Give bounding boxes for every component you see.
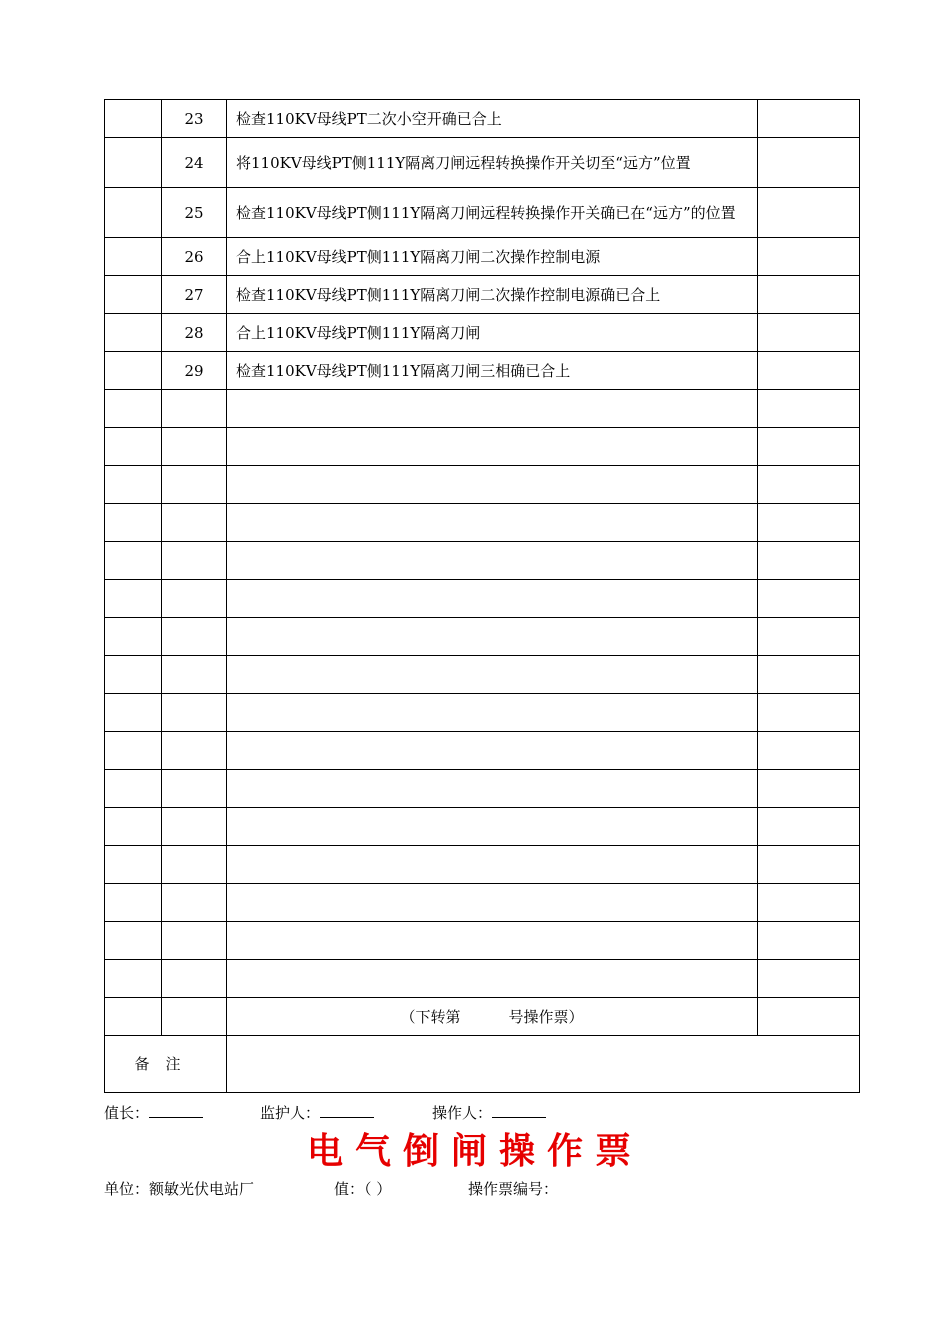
empty-cell [162, 694, 227, 732]
empty-cell [162, 732, 227, 770]
operation-table [104, 99, 860, 1093]
empty-cell[interactable] [227, 922, 758, 960]
supervisor-field[interactable] [320, 1103, 374, 1118]
step-number: 27 [162, 276, 227, 314]
empty-cell [105, 542, 162, 580]
empty-row [105, 960, 860, 998]
empty-cell [162, 808, 227, 846]
empty-cell [162, 618, 227, 656]
empty-cell [105, 960, 162, 998]
empty-row [105, 390, 860, 428]
empty-cell [105, 846, 162, 884]
empty-cell [105, 656, 162, 694]
empty-cell [162, 922, 227, 960]
table-row [105, 352, 860, 390]
empty-cell[interactable] [227, 770, 758, 808]
signature-line [104, 1102, 546, 1123]
empty-cell [105, 428, 162, 466]
empty-cell [758, 808, 860, 846]
step-number: 25 [162, 188, 227, 238]
empty-row [105, 428, 860, 466]
page-title: 电气倒闸操作票 [306, 1130, 643, 1172]
step-text: 合上110KV母线PT侧111Y隔离刀闸二次操作控制电源 [227, 238, 758, 276]
empty-cell [758, 960, 860, 998]
step-text: 检查110KV母线PT侧111Y隔离刀闸三相确已合上 [227, 352, 758, 390]
empty-row [105, 922, 860, 960]
empty-cell[interactable] [227, 656, 758, 694]
empty-cell [758, 656, 860, 694]
ticket-number-label: 操作票编号： [468, 1180, 559, 1198]
empty-row [105, 770, 860, 808]
empty-cell[interactable] [227, 808, 758, 846]
empty-cell [758, 694, 860, 732]
empty-cell [105, 884, 162, 922]
step-number: 23 [162, 100, 227, 138]
empty-cell [105, 618, 162, 656]
empty-cell [758, 466, 860, 504]
empty-cell [105, 732, 162, 770]
empty-cell [105, 770, 162, 808]
empty-cell [758, 428, 860, 466]
empty-cell [162, 504, 227, 542]
empty-cell [105, 390, 162, 428]
empty-cell [162, 884, 227, 922]
unit-line [104, 1178, 558, 1199]
empty-cell [105, 580, 162, 618]
table-row [105, 138, 860, 188]
empty-cell [162, 580, 227, 618]
step-text: 检查110KV母线PT侧111Y隔离刀闸二次操作控制电源确已合上 [227, 276, 758, 314]
empty-row [105, 846, 860, 884]
empty-cell [105, 808, 162, 846]
empty-cell[interactable] [227, 618, 758, 656]
operator-field[interactable] [492, 1103, 546, 1118]
empty-cell[interactable] [227, 428, 758, 466]
empty-cell [758, 618, 860, 656]
unit-label: 单位：额敏光伏电站厂 [104, 1180, 255, 1198]
empty-row [105, 504, 860, 542]
empty-cell[interactable] [227, 694, 758, 732]
empty-row [105, 808, 860, 846]
empty-cell [105, 922, 162, 960]
step-text: 合上110KV母线PT侧111Y隔离刀闸 [227, 314, 758, 352]
table-row [105, 314, 860, 352]
empty-cell [105, 466, 162, 504]
empty-cell [758, 732, 860, 770]
shift-leader-label: 值长： [104, 1104, 150, 1122]
supervisor-label: 监护人： [260, 1104, 321, 1122]
step-number: 24 [162, 138, 227, 188]
empty-row [105, 580, 860, 618]
empty-cell [162, 960, 227, 998]
step-number: 28 [162, 314, 227, 352]
empty-cell[interactable] [227, 580, 758, 618]
shift-label: 值：（ ） [334, 1180, 392, 1198]
empty-cell[interactable] [227, 846, 758, 884]
empty-cell[interactable] [227, 960, 758, 998]
empty-cell [162, 390, 227, 428]
step-number: 26 [162, 238, 227, 276]
table-row [105, 276, 860, 314]
empty-cell [758, 846, 860, 884]
transfer-row [105, 998, 860, 1036]
empty-cell[interactable] [227, 466, 758, 504]
step-text: 将110KV母线PT侧111Y隔离刀闸远程转换操作开关切至“远方”位置 [227, 138, 758, 188]
empty-cell [758, 770, 860, 808]
table-row [105, 238, 860, 276]
empty-cell [758, 390, 860, 428]
empty-cell[interactable] [227, 504, 758, 542]
operator-label: 操作人： [432, 1104, 493, 1122]
empty-cell [758, 580, 860, 618]
empty-cell [162, 846, 227, 884]
empty-row [105, 694, 860, 732]
transfer-note: （下转第 号操作票） [227, 998, 758, 1036]
remarks-field[interactable] [227, 1036, 860, 1093]
empty-row [105, 542, 860, 580]
shift-leader-field[interactable] [149, 1103, 203, 1118]
empty-cell[interactable] [227, 542, 758, 580]
empty-cell [758, 884, 860, 922]
empty-row [105, 884, 860, 922]
table-row [105, 188, 860, 238]
empty-cell [758, 922, 860, 960]
empty-row [105, 732, 860, 770]
step-number: 29 [162, 352, 227, 390]
remarks-row [105, 1036, 860, 1093]
empty-cell [105, 504, 162, 542]
table-row [105, 100, 860, 138]
empty-cell [162, 656, 227, 694]
remarks-label: 备注 [105, 1036, 227, 1093]
empty-row [105, 466, 860, 504]
step-text: 检查110KV母线PT二次小空开确已合上 [227, 100, 758, 138]
empty-cell [162, 542, 227, 580]
empty-row [105, 656, 860, 694]
empty-cell[interactable] [227, 390, 758, 428]
empty-cell [162, 770, 227, 808]
empty-cell[interactable] [227, 884, 758, 922]
empty-row [105, 618, 860, 656]
step-text: 检查110KV母线PT侧111Y隔离刀闸远程转换操作开关确已在“远方”的位置 [227, 188, 758, 238]
empty-cell [105, 694, 162, 732]
empty-cell [162, 428, 227, 466]
empty-cell[interactable] [227, 732, 758, 770]
empty-cell [162, 466, 227, 504]
empty-cell [758, 504, 860, 542]
empty-cell [758, 542, 860, 580]
